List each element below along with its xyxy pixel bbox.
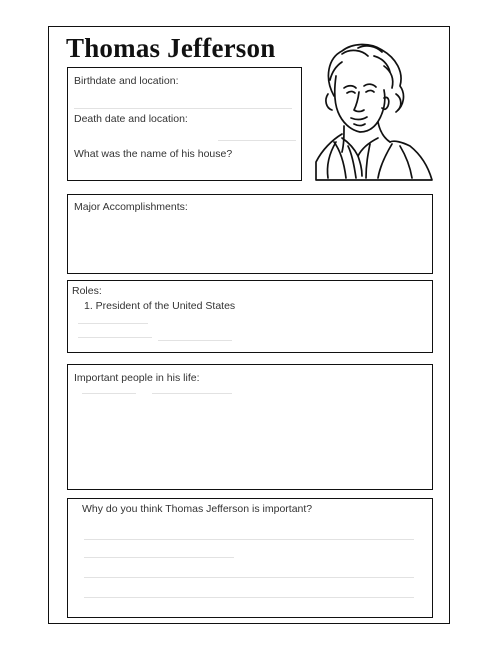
important-people-label: Important people in his life: bbox=[74, 372, 200, 384]
role-answer-line-3[interactable] bbox=[158, 340, 232, 341]
roles-label: Roles: bbox=[72, 285, 102, 297]
roles-box bbox=[67, 280, 433, 353]
accomplishments-label: Major Accomplishments: bbox=[74, 201, 188, 213]
importance-label: Why do you think Thomas Jefferson is important? bbox=[82, 503, 313, 515]
death-date-label: Death date and location: bbox=[74, 113, 188, 125]
importance-answer-line-2[interactable] bbox=[84, 557, 234, 558]
birthdate-answer-line[interactable] bbox=[74, 108, 292, 109]
people-answer-line-2[interactable] bbox=[152, 393, 232, 394]
important-people-box bbox=[67, 364, 433, 490]
importance-answer-line-1[interactable] bbox=[84, 539, 414, 540]
people-answer-line-1[interactable] bbox=[82, 393, 136, 394]
importance-box bbox=[67, 498, 433, 618]
jefferson-portrait-icon bbox=[314, 38, 436, 186]
house-name-label: What was the name of his house? bbox=[74, 148, 233, 160]
importance-answer-line-3[interactable] bbox=[84, 577, 414, 578]
role-answer-line-1[interactable] bbox=[78, 323, 148, 324]
importance-answer-line-4[interactable] bbox=[84, 597, 414, 598]
role-item-1: 1. President of the United States bbox=[84, 300, 236, 312]
role-answer-line-2[interactable] bbox=[78, 337, 152, 338]
accomplishments-box bbox=[67, 194, 433, 274]
birthdate-label: Birthdate and location: bbox=[74, 75, 179, 87]
info-box bbox=[67, 67, 302, 181]
page-title: Thomas Jefferson bbox=[66, 33, 276, 63]
death-date-answer-line[interactable] bbox=[218, 140, 296, 141]
